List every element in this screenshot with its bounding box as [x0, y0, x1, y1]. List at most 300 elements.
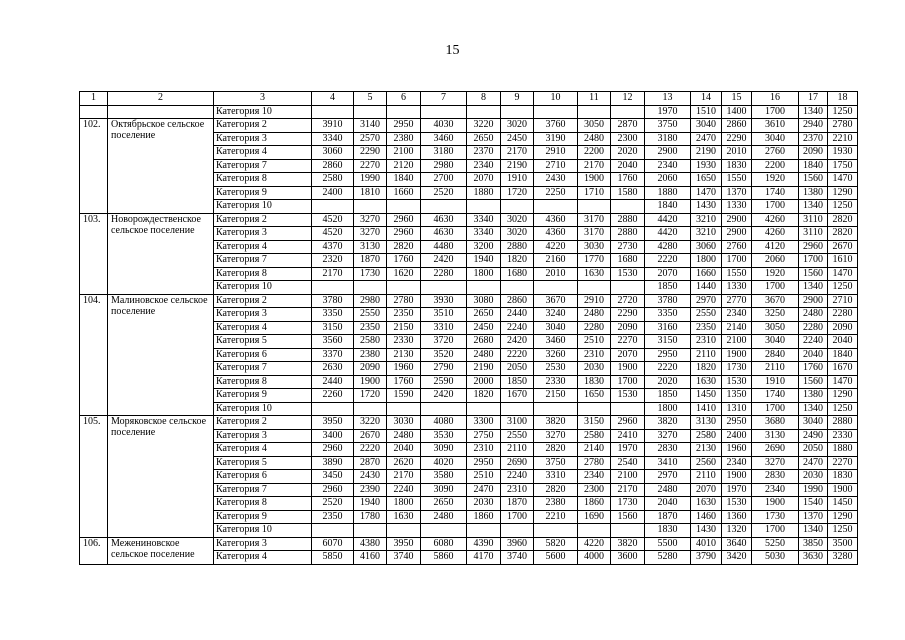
value-cell: 2220 [354, 443, 387, 457]
value-cell: 2340 [722, 308, 752, 322]
value-cell: 2190 [501, 159, 534, 173]
value-cell: 1410 [691, 402, 722, 416]
value-cell: 2530 [534, 362, 578, 376]
value-cell: 2960 [799, 240, 828, 254]
column-number-header: 8 [467, 92, 501, 106]
category-cell: Категория 8 [214, 497, 312, 511]
value-cell [534, 281, 578, 295]
value-cell: 2420 [421, 389, 467, 403]
value-cell [312, 524, 354, 538]
value-cell: 1550 [722, 267, 752, 281]
value-cell: 1450 [691, 389, 722, 403]
value-cell: 2040 [828, 335, 858, 349]
value-cell: 1700 [752, 402, 799, 416]
category-cell: Категория 3 [214, 537, 312, 551]
value-cell: 1880 [828, 443, 858, 457]
category-cell: Категория 7 [214, 254, 312, 268]
value-cell: 2110 [691, 470, 722, 484]
value-cell: 3110 [799, 227, 828, 241]
value-cell [387, 200, 421, 214]
value-cell: 1290 [828, 389, 858, 403]
value-cell: 3850 [799, 537, 828, 551]
value-cell: 4380 [354, 537, 387, 551]
value-cell: 3260 [534, 348, 578, 362]
value-cell: 1870 [354, 254, 387, 268]
value-cell: 2010 [722, 146, 752, 160]
category-cell: Категория 2 [214, 213, 312, 227]
value-cell: 4420 [645, 213, 691, 227]
value-cell: 1840 [645, 200, 691, 214]
value-cell: 3580 [421, 470, 467, 484]
value-cell: 1900 [722, 348, 752, 362]
value-cell [354, 524, 387, 538]
value-cell: 1880 [467, 186, 501, 200]
value-cell: 3410 [645, 456, 691, 470]
value-cell: 2090 [611, 321, 645, 335]
value-cell: 2700 [421, 173, 467, 187]
category-cell: Категория 4 [214, 551, 312, 565]
table-row [80, 213, 858, 227]
value-cell: 2170 [501, 146, 534, 160]
value-cell: 1610 [828, 254, 858, 268]
value-cell [354, 281, 387, 295]
value-cell: 2760 [752, 146, 799, 160]
value-cell: 2040 [799, 348, 828, 362]
category-cell: Категория 3 [214, 227, 312, 241]
value-cell: 1910 [501, 173, 534, 187]
value-cell: 3760 [534, 119, 578, 133]
value-cell: 2770 [722, 294, 752, 308]
value-cell: 2820 [387, 240, 421, 254]
value-cell: 2960 [387, 227, 421, 241]
value-cell: 2010 [534, 267, 578, 281]
value-cell: 2590 [421, 375, 467, 389]
value-cell [354, 105, 387, 119]
value-cell: 2910 [578, 294, 611, 308]
value-cell [534, 524, 578, 538]
value-cell: 2120 [387, 159, 421, 173]
value-cell: 2300 [578, 483, 611, 497]
value-cell: 2030 [578, 362, 611, 376]
value-cell: 1970 [722, 483, 752, 497]
value-cell: 4360 [534, 213, 578, 227]
value-cell: 2820 [534, 443, 578, 457]
value-cell: 4420 [645, 227, 691, 241]
value-cell: 1470 [828, 375, 858, 389]
value-cell: 2730 [611, 240, 645, 254]
value-cell: 1530 [611, 389, 645, 403]
value-cell: 1350 [722, 389, 752, 403]
value-cell: 3270 [354, 227, 387, 241]
value-cell: 2880 [501, 240, 534, 254]
value-cell: 1700 [799, 254, 828, 268]
value-cell: 1340 [799, 402, 828, 416]
value-cell: 1830 [578, 375, 611, 389]
value-cell: 1700 [752, 524, 799, 538]
value-cell [421, 402, 467, 416]
category-cell: Категория 8 [214, 375, 312, 389]
value-cell: 3750 [645, 119, 691, 133]
value-cell: 2000 [467, 375, 501, 389]
value-cell: 1820 [467, 389, 501, 403]
value-cell: 2650 [421, 497, 467, 511]
value-cell: 3350 [312, 308, 354, 322]
value-cell: 2380 [534, 497, 578, 511]
value-cell: 2340 [645, 159, 691, 173]
value-cell: 2580 [312, 173, 354, 187]
value-cell: 3960 [501, 537, 534, 551]
value-cell: 2270 [828, 456, 858, 470]
value-cell: 3110 [799, 213, 828, 227]
value-cell: 3820 [534, 416, 578, 430]
value-cell: 1320 [722, 524, 752, 538]
category-cell: Категория 2 [214, 294, 312, 308]
value-cell: 1830 [722, 159, 752, 173]
value-cell: 2300 [611, 132, 645, 146]
value-cell: 1290 [828, 510, 858, 524]
value-cell: 1250 [828, 105, 858, 119]
value-cell: 1800 [691, 254, 722, 268]
value-cell: 5860 [421, 551, 467, 565]
value-cell: 2280 [799, 321, 828, 335]
value-cell: 1460 [691, 510, 722, 524]
value-cell: 1990 [354, 173, 387, 187]
category-cell: Категория 9 [214, 186, 312, 200]
value-cell: 2580 [578, 429, 611, 443]
value-cell: 2190 [467, 362, 501, 376]
value-cell: 1800 [645, 402, 691, 416]
value-cell: 2440 [501, 308, 534, 322]
value-cell: 2170 [387, 470, 421, 484]
value-cell: 3210 [691, 227, 722, 241]
value-cell: 2290 [354, 146, 387, 160]
value-cell: 1250 [828, 402, 858, 416]
value-cell: 2100 [611, 470, 645, 484]
value-cell: 2710 [828, 294, 858, 308]
category-cell: Категория 7 [214, 159, 312, 173]
value-cell: 2860 [312, 159, 354, 173]
value-cell: 2170 [578, 159, 611, 173]
value-cell: 1340 [799, 281, 828, 295]
value-cell: 2840 [752, 348, 799, 362]
value-cell: 2240 [799, 335, 828, 349]
value-cell: 2620 [387, 456, 421, 470]
value-cell: 1820 [501, 254, 534, 268]
value-cell: 2550 [354, 308, 387, 322]
value-cell: 3300 [467, 416, 501, 430]
value-cell: 2670 [354, 429, 387, 443]
value-cell: 2560 [691, 456, 722, 470]
value-cell: 2550 [501, 429, 534, 443]
value-cell: 2240 [501, 470, 534, 484]
value-cell: 2880 [611, 213, 645, 227]
value-cell: 1760 [387, 375, 421, 389]
value-cell: 2510 [467, 470, 501, 484]
value-cell: 1850 [501, 375, 534, 389]
value-cell: 1740 [752, 389, 799, 403]
value-cell: 3200 [467, 240, 501, 254]
value-cell: 1430 [691, 524, 722, 538]
value-cell [578, 402, 611, 416]
value-cell: 3640 [722, 537, 752, 551]
value-cell: 1560 [611, 510, 645, 524]
value-cell: 2040 [611, 159, 645, 173]
value-cell: 1560 [799, 267, 828, 281]
value-cell: 5500 [645, 537, 691, 551]
value-cell: 3610 [752, 119, 799, 133]
value-cell: 1910 [752, 375, 799, 389]
category-cell: Категория 8 [214, 267, 312, 281]
value-cell: 2090 [354, 362, 387, 376]
value-cell: 1580 [611, 186, 645, 200]
value-cell [467, 524, 501, 538]
value-cell: 2310 [501, 483, 534, 497]
value-cell: 3630 [799, 551, 828, 565]
value-cell [501, 281, 534, 295]
column-number-header: 3 [214, 92, 312, 106]
value-cell: 2780 [578, 456, 611, 470]
value-cell: 1330 [722, 281, 752, 295]
value-cell: 1990 [799, 483, 828, 497]
value-cell: 3130 [691, 416, 722, 430]
value-cell: 1810 [354, 186, 387, 200]
value-cell: 2200 [578, 146, 611, 160]
value-cell: 3100 [501, 416, 534, 430]
value-cell: 2580 [691, 429, 722, 443]
value-cell: 2070 [467, 173, 501, 187]
value-cell: 2780 [387, 294, 421, 308]
category-cell: Категория 4 [214, 321, 312, 335]
value-cell [578, 524, 611, 538]
value-cell [467, 402, 501, 416]
value-cell: 2030 [799, 470, 828, 484]
value-cell: 2960 [387, 213, 421, 227]
column-number-header: 10 [534, 92, 578, 106]
value-cell: 4020 [421, 456, 467, 470]
value-cell: 2070 [645, 267, 691, 281]
value-cell [354, 402, 387, 416]
value-cell: 2420 [501, 335, 534, 349]
value-cell: 3210 [691, 213, 722, 227]
value-cell: 2310 [578, 348, 611, 362]
value-cell: 2870 [354, 456, 387, 470]
value-cell: 2690 [752, 443, 799, 457]
column-number-header: 4 [312, 92, 354, 106]
value-cell: 2040 [645, 497, 691, 511]
value-cell: 4000 [578, 551, 611, 565]
value-cell: 4170 [467, 551, 501, 565]
value-cell: 1630 [578, 267, 611, 281]
value-cell: 3220 [354, 416, 387, 430]
value-cell: 2670 [828, 240, 858, 254]
value-cell: 2470 [467, 483, 501, 497]
value-cell [501, 105, 534, 119]
value-cell: 2900 [645, 146, 691, 160]
column-number-header: 2 [108, 92, 214, 106]
value-cell: 1690 [578, 510, 611, 524]
column-number-header: 14 [691, 92, 722, 106]
value-cell: 3030 [578, 240, 611, 254]
value-cell: 2110 [501, 443, 534, 457]
value-cell: 2330 [828, 429, 858, 443]
value-cell [387, 281, 421, 295]
value-cell: 1840 [828, 348, 858, 362]
value-cell: 5600 [534, 551, 578, 565]
value-cell: 2870 [611, 119, 645, 133]
value-cell: 1450 [828, 497, 858, 511]
value-cell: 2630 [312, 362, 354, 376]
value-cell: 2570 [354, 132, 387, 146]
column-number-header: 16 [752, 92, 799, 106]
value-cell: 2130 [691, 443, 722, 457]
value-cell: 1760 [799, 362, 828, 376]
value-cell: 2470 [691, 132, 722, 146]
value-cell: 1370 [799, 510, 828, 524]
value-cell: 1930 [828, 146, 858, 160]
value-cell: 1880 [645, 186, 691, 200]
value-cell [312, 281, 354, 295]
value-cell: 2430 [354, 470, 387, 484]
table-row [80, 294, 858, 308]
value-cell: 1430 [691, 200, 722, 214]
value-cell: 2340 [752, 483, 799, 497]
value-cell [578, 200, 611, 214]
value-cell: 3150 [312, 321, 354, 335]
value-cell: 1630 [387, 510, 421, 524]
value-cell: 4370 [312, 240, 354, 254]
settlement-name: Октябрьское сельское поселение [108, 119, 214, 214]
value-cell: 2280 [828, 308, 858, 322]
value-cell: 2430 [534, 173, 578, 187]
value-cell: 2980 [354, 294, 387, 308]
value-cell: 2030 [467, 497, 501, 511]
value-cell: 2980 [421, 159, 467, 173]
settlement-number: 103. [80, 213, 108, 294]
value-cell: 3270 [752, 456, 799, 470]
value-cell [387, 105, 421, 119]
value-cell: 1710 [578, 186, 611, 200]
value-cell: 2060 [645, 173, 691, 187]
value-cell: 1900 [354, 375, 387, 389]
value-cell: 6080 [421, 537, 467, 551]
column-number-header: 9 [501, 92, 534, 106]
value-cell: 3780 [312, 294, 354, 308]
value-cell: 2910 [534, 146, 578, 160]
category-cell: Категория 3 [214, 429, 312, 443]
value-cell [467, 281, 501, 295]
value-cell: 2470 [799, 456, 828, 470]
value-cell [534, 402, 578, 416]
value-cell: 1660 [387, 186, 421, 200]
value-cell: 2710 [534, 159, 578, 173]
value-cell: 1900 [722, 470, 752, 484]
value-cell: 3370 [312, 348, 354, 362]
value-cell: 1920 [752, 173, 799, 187]
value-cell: 4360 [534, 227, 578, 241]
value-cell: 3220 [467, 119, 501, 133]
value-cell: 3170 [578, 213, 611, 227]
value-cell: 2170 [611, 483, 645, 497]
value-cell: 2830 [645, 443, 691, 457]
value-cell: 2260 [312, 389, 354, 403]
value-cell: 2220 [645, 254, 691, 268]
category-cell: Категория 10 [214, 281, 312, 295]
value-cell: 2340 [467, 159, 501, 173]
value-cell: 1960 [722, 443, 752, 457]
value-cell: 1620 [387, 267, 421, 281]
value-cell: 2090 [799, 146, 828, 160]
value-cell: 2790 [421, 362, 467, 376]
value-cell: 1510 [691, 105, 722, 119]
table-row [80, 416, 858, 430]
value-cell: 2690 [501, 456, 534, 470]
value-cell: 5820 [534, 537, 578, 551]
table-header-row [80, 92, 858, 106]
value-cell: 1900 [611, 362, 645, 376]
value-cell: 1700 [611, 375, 645, 389]
value-cell: 3190 [534, 132, 578, 146]
value-cell: 2110 [691, 348, 722, 362]
value-cell: 2060 [752, 254, 799, 268]
value-cell: 3750 [534, 456, 578, 470]
settlement-name: Моряковское сельское поселение [108, 416, 214, 538]
value-cell [421, 105, 467, 119]
value-cell: 1700 [752, 105, 799, 119]
value-cell: 2200 [752, 159, 799, 173]
value-cell [387, 402, 421, 416]
value-cell: 3060 [312, 146, 354, 160]
category-cell: Категория 6 [214, 348, 312, 362]
value-cell: 2970 [691, 294, 722, 308]
value-cell: 1870 [501, 497, 534, 511]
value-cell: 1960 [387, 362, 421, 376]
value-cell: 3340 [467, 227, 501, 241]
column-number-header: 18 [828, 92, 858, 106]
value-cell: 1760 [611, 173, 645, 187]
value-cell: 2950 [387, 119, 421, 133]
value-cell [534, 200, 578, 214]
value-cell: 1870 [645, 510, 691, 524]
value-cell: 1730 [722, 362, 752, 376]
value-cell: 3160 [645, 321, 691, 335]
value-cell: 4160 [354, 551, 387, 565]
value-cell: 1550 [722, 173, 752, 187]
value-cell: 2760 [722, 240, 752, 254]
value-cell: 3270 [645, 429, 691, 443]
value-cell: 2070 [691, 483, 722, 497]
value-cell: 2140 [578, 443, 611, 457]
value-cell: 3180 [645, 132, 691, 146]
value-cell: 3740 [501, 551, 534, 565]
value-cell: 1850 [645, 389, 691, 403]
value-cell: 1830 [828, 470, 858, 484]
page-number: 15 [445, 43, 460, 58]
value-cell: 2100 [387, 146, 421, 160]
value-cell [611, 402, 645, 416]
value-cell: 2420 [421, 254, 467, 268]
value-cell: 1530 [611, 267, 645, 281]
value-cell: 2900 [722, 227, 752, 241]
value-cell: 2970 [645, 470, 691, 484]
value-cell: 1770 [578, 254, 611, 268]
value-cell: 2090 [828, 321, 858, 335]
value-cell: 2110 [752, 362, 799, 376]
category-cell: Категория 2 [214, 416, 312, 430]
value-cell: 1930 [691, 159, 722, 173]
value-cell: 2070 [611, 348, 645, 362]
value-cell: 1730 [611, 497, 645, 511]
value-cell: 3040 [534, 321, 578, 335]
